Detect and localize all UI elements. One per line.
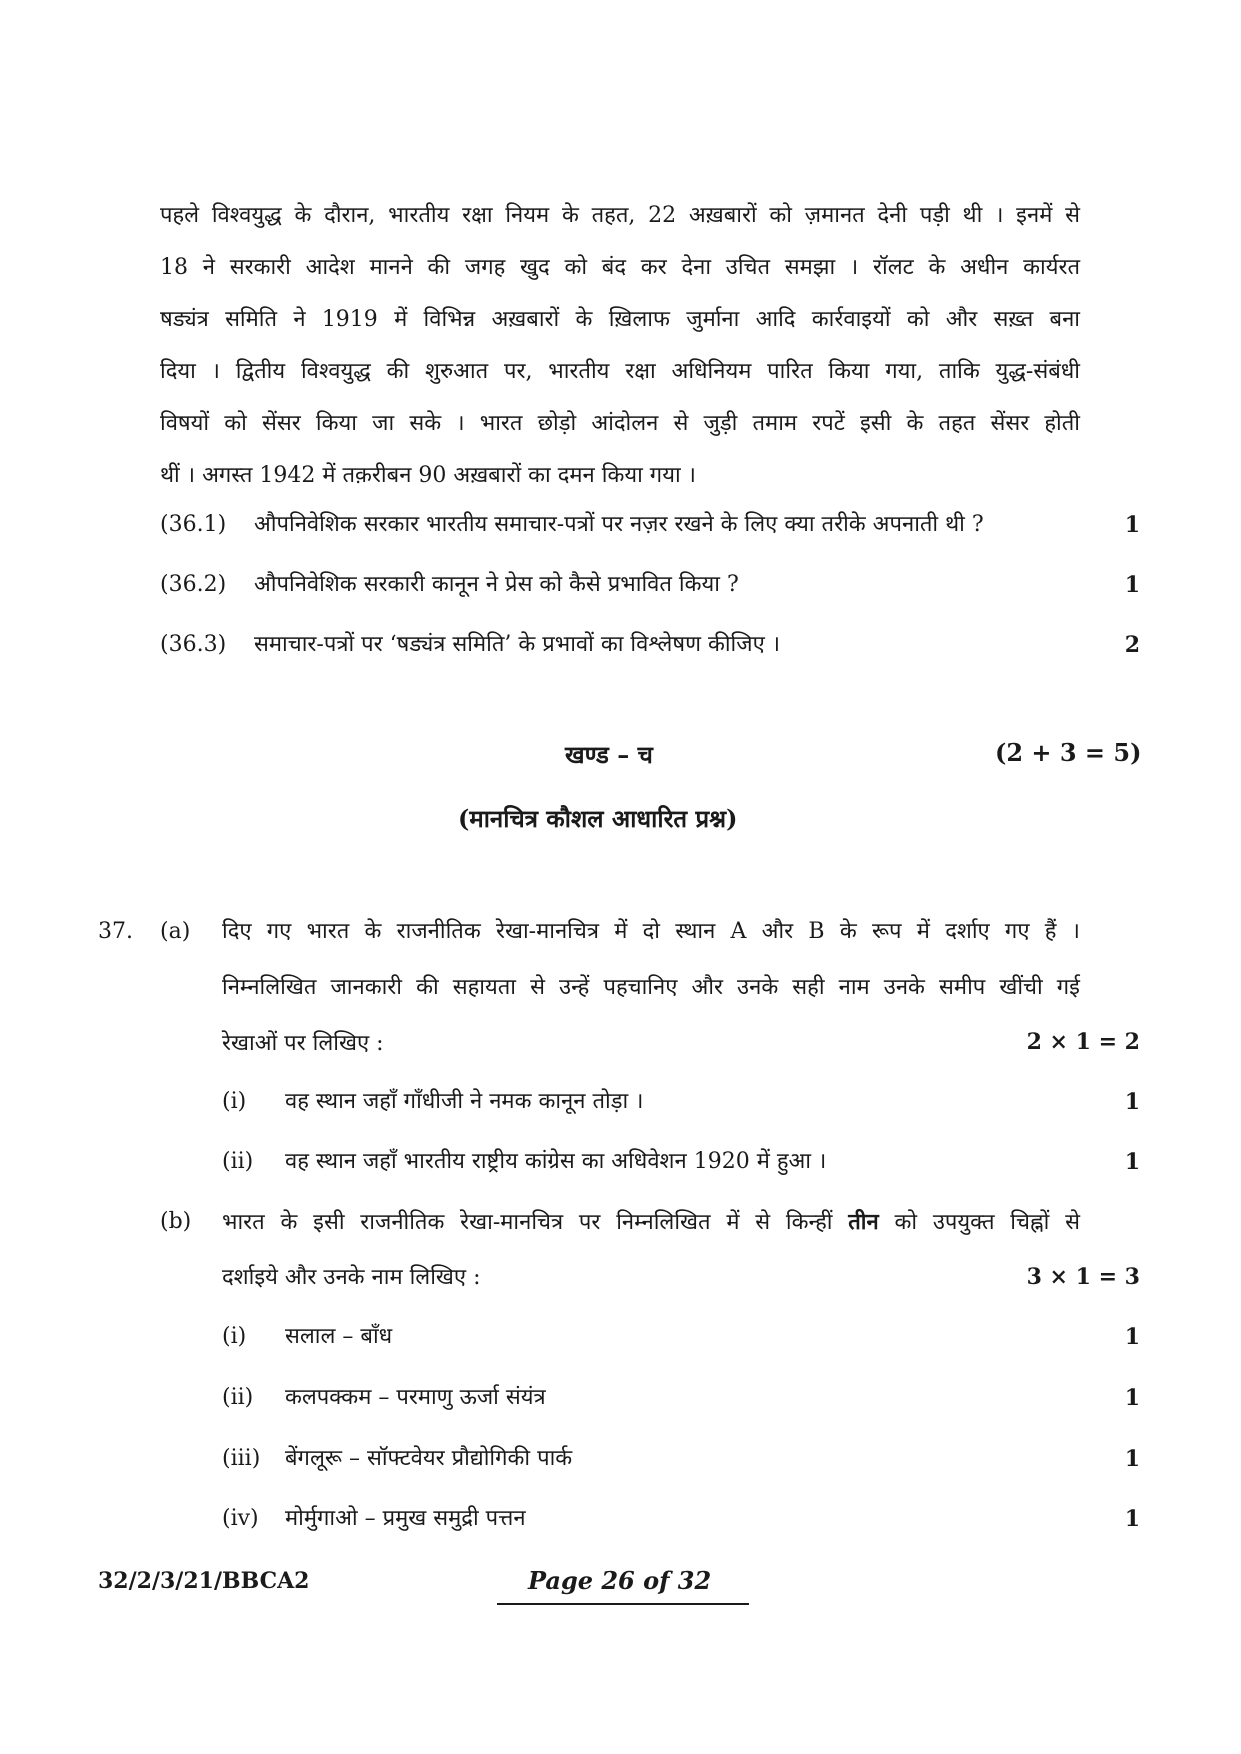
- passage-line: थीं । अगस्त 1942 में तक़रीबन 90 अख़बारों का दमन किया गया ।: [160, 463, 696, 488]
- page-number: Page 26 of 32: [528, 1566, 712, 1595]
- q36-1-marks: 1: [1124, 512, 1140, 538]
- q37b-ii-marks: 1: [1124, 1385, 1140, 1411]
- q36-1-text: औपनिवेशिक सरकार भारतीय समाचार-पत्रों पर नज़र रखने के लिए क्या तरीके अपनाती थी ?: [254, 512, 984, 537]
- q37b-iii-number: (iii): [222, 1446, 261, 1471]
- passage-line: पहले विश्वयुद्ध के दौरान, भारतीय रक्षा नियम के तहत, 22 अख़बारों को ज़मानत देनी पड़ी थी । इनमें से: [160, 203, 1080, 228]
- q36-1-number: (36.1): [160, 512, 227, 537]
- q37a-i-number: (i): [222, 1089, 247, 1114]
- q37a-i-marks: 1: [1124, 1089, 1140, 1115]
- section-subtitle: (मानचित्र कौशल आधारित प्रश्न): [458, 804, 738, 833]
- q37b-line: दर्शाइये और उनके नाम लिखिए :: [222, 1265, 481, 1290]
- q37b-label: (b): [160, 1209, 192, 1234]
- passage-line: दिया । द्वितीय विश्वयुद्ध की शुरुआत पर, भारतीय रक्षा अधिनियम पारित किया गया, ताकि युद्ध-संबंधी: [160, 359, 1080, 384]
- q37-number: 37.: [98, 919, 133, 944]
- q37b-iv-number: (iv): [222, 1506, 259, 1531]
- q36-3-marks: 2: [1124, 632, 1140, 658]
- q37b-ii-number: (ii): [222, 1385, 254, 1410]
- q37b-line: भारत के इसी राजनीतिक रेखा-मानचित्र पर निम्नलिखित में से किन्हीं तीन को उपयुक्त चिह्नों से: [222, 1209, 1080, 1235]
- q37a-ii-number: (ii): [222, 1149, 254, 1174]
- passage-line: षड्यंत्र समिति ने 1919 में विभिन्न अख़बारों के ख़िलाफ जुर्माना आदि कार्रवाइयों को और सख़्त बना: [160, 307, 1080, 332]
- passage-line: विषयों को सेंसर किया जा सके । भारत छोड़ो आंदोलन से जुड़ी तमाम रपटें इसी के तहत सेंसर होती: [160, 411, 1080, 436]
- q37b-text: [222, 1194, 1080, 1306]
- q37b-i-marks: 1: [1124, 1324, 1140, 1350]
- q37a-line: दिए गए भारत के राजनीतिक रेखा-मानचित्र में दो स्थान A और B के रूप में दर्शाए गए हैं ।: [222, 919, 1080, 944]
- q37a-i-text: वह स्थान जहाँ गाँधीजी ने नमक कानून तोड़ा ।: [285, 1089, 644, 1114]
- q36-3-number: (36.3): [160, 632, 227, 657]
- q37b-iii-text: बेंगलूरू – सॉफ्टवेयर प्रौद्योगिकी पार्क: [285, 1446, 573, 1471]
- q37b-iv-text: मोर्मुगाओ – प्रमुख समुद्री पत्तन: [285, 1506, 526, 1531]
- section-marks: (2 + 3 = 5): [995, 738, 1142, 767]
- section-title: खण्ड – च: [565, 740, 653, 769]
- q37b-iii-marks: 1: [1124, 1446, 1140, 1472]
- source-passage: [160, 190, 1080, 502]
- q37a-text: [222, 904, 1080, 1072]
- q37b-iv-marks: 1: [1124, 1506, 1140, 1532]
- q37b-marks: 3 × 1 = 3: [1026, 1264, 1140, 1290]
- q36-2-marks: 1: [1124, 572, 1140, 598]
- q37a-line: निम्नलिखित जानकारी की सहायता से उन्हें पहचानिए और उनके सही नाम उनके समीप खींची गई: [222, 975, 1080, 1000]
- q37b-ii-text: कलपक्कम – परमाणु ऊर्जा संयंत्र: [285, 1385, 546, 1410]
- passage-line: 18 ने सरकारी आदेश मानने की जगह खुद को बंद कर देना उचित समझा । रॉलट के अधीन कार्यरत: [160, 255, 1080, 280]
- q36-2-text: औपनिवेशिक सरकारी कानून ने प्रेस को कैसे प्रभावित किया ?: [254, 572, 739, 597]
- q37a-ii-marks: 1: [1124, 1149, 1140, 1175]
- q37a-ii-text: वह स्थान जहाँ भारतीय राष्ट्रीय कांग्रेस का अधिवेशन 1920 में हुआ ।: [285, 1149, 827, 1174]
- q37b-emphasis: तीन: [848, 1209, 879, 1235]
- q36-3-text: समाचार-पत्रों पर ‘षड्यंत्र समिति’ के प्रभावों का विश्लेषण कीजिए ।: [254, 632, 781, 657]
- paper-code: 32/2/3/21/BBCA2: [98, 1568, 310, 1594]
- q37b-i-number: (i): [222, 1324, 247, 1349]
- q37a-marks: 2 × 1 = 2: [1026, 1029, 1140, 1055]
- q37a-label: (a): [160, 919, 191, 944]
- q37b-i-text: सलाल – बाँध: [285, 1324, 393, 1349]
- q36-2-number: (36.2): [160, 572, 227, 597]
- page-number-underline: [497, 1603, 749, 1605]
- q37a-line: रेखाओं पर लिखिए :: [222, 1031, 384, 1056]
